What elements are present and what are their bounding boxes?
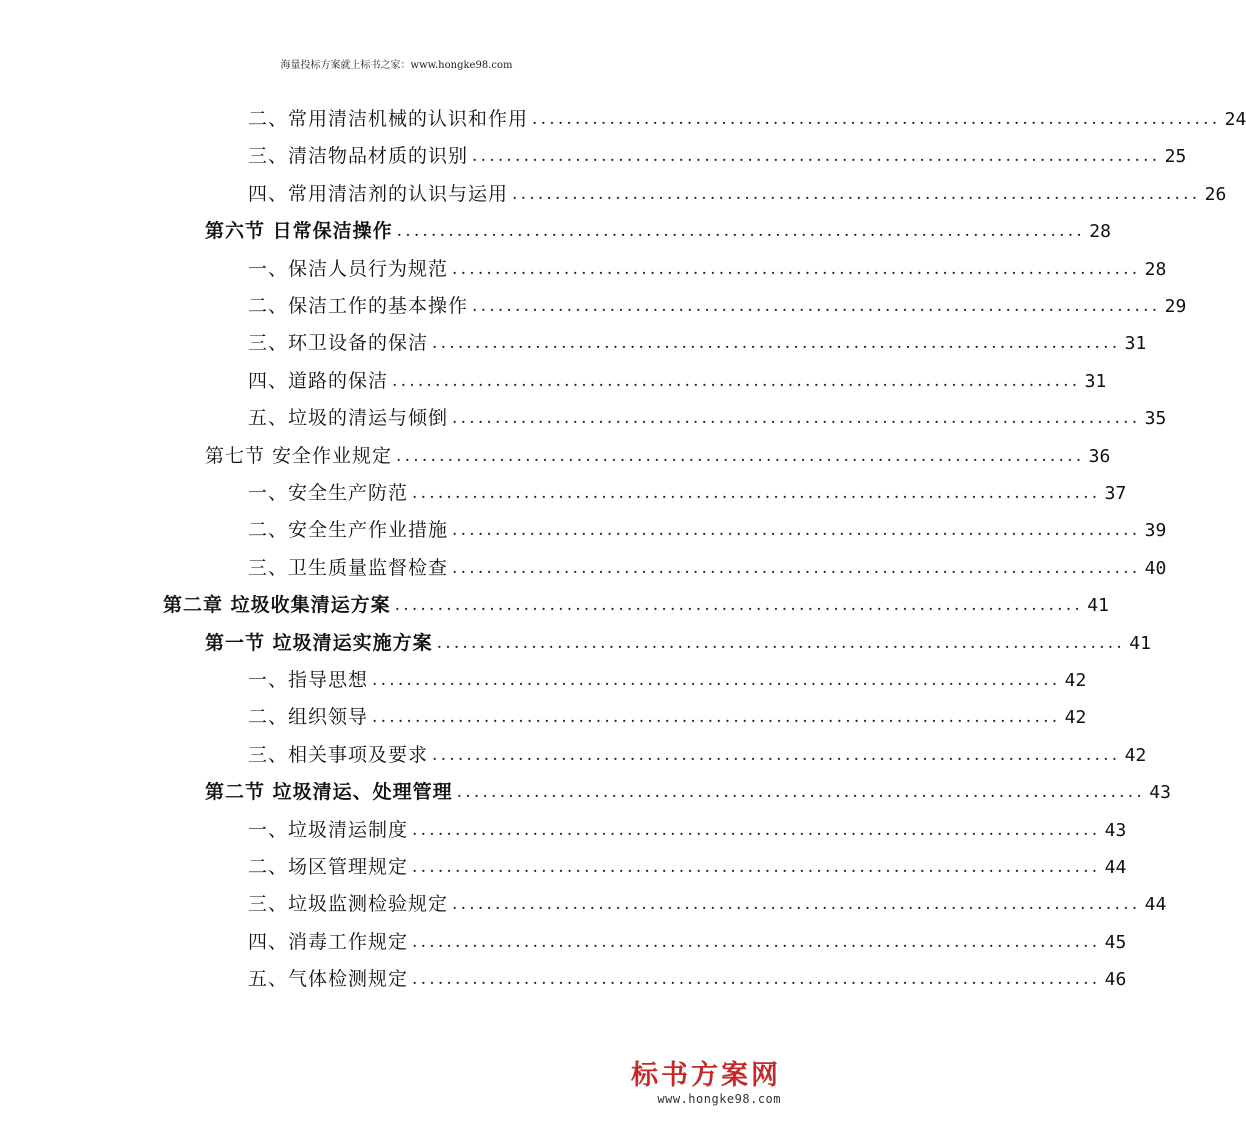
toc-entry[interactable] xyxy=(248,699,1087,736)
toc-entry-title: 第六节 日常保洁操作 xyxy=(205,220,393,243)
toc-entry-title: 二、组织领导 xyxy=(248,706,369,729)
toc-entry-page-number: 31 xyxy=(1084,370,1107,392)
toc-leader-dots: ................................................................................ xyxy=(472,296,1161,316)
toc-entry-title: 五、垃圾的清运与倾倒 xyxy=(248,407,449,430)
toc-leader-dots: ................................................................................ xyxy=(452,520,1141,541)
toc-leader-dots: ................................................................................ xyxy=(412,483,1101,503)
toc-entry-title: 四、消毒工作规定 xyxy=(248,930,409,953)
toc-entry-title: 第二章 垃圾收集清运方案 xyxy=(163,594,391,617)
toc-leader-dots: ................................................................................ xyxy=(472,146,1161,167)
toc-entry-title: 二、场区管理规定 xyxy=(248,856,409,878)
toc-entry-page-number: 43 xyxy=(1104,819,1127,841)
toc-leader-dots: ................................................................................ xyxy=(412,819,1101,840)
toc-entry-page-number: 42 xyxy=(1064,707,1087,729)
toc-entry-page-number: 28 xyxy=(1144,258,1167,280)
toc-entry-title: 一、指导思想 xyxy=(248,669,369,691)
watermark-logo xyxy=(631,1060,781,1106)
toc-leader-dots: ................................................................................ xyxy=(512,183,1201,204)
toc-entry-page-number: 41 xyxy=(1087,595,1109,617)
toc-leader-dots: ................................................................................ xyxy=(452,258,1141,279)
toc-entry[interactable] xyxy=(248,662,1087,699)
toc-entry-page-number: 45 xyxy=(1104,931,1127,953)
toc-leader-dots: ................................................................................ xyxy=(456,782,1145,803)
toc-entry-page-number: 35 xyxy=(1144,408,1167,430)
toc-entry[interactable] xyxy=(205,213,1111,250)
toc-entry[interactable] xyxy=(248,961,1127,998)
toc-entry[interactable] xyxy=(248,924,1127,961)
toc-entry-page-number: 36 xyxy=(1088,445,1111,467)
toc-leader-dots: ................................................................................ xyxy=(436,632,1125,653)
toc-entry-page-number: 25 xyxy=(1164,146,1187,168)
toc-entry-page-number: 29 xyxy=(1164,296,1187,317)
toc-leader-dots: ................................................................................ xyxy=(452,408,1141,429)
toc-leader-dots: ................................................................................ xyxy=(532,109,1221,129)
toc-entry[interactable] xyxy=(248,512,1167,549)
toc-leader-dots: ................................................................................ xyxy=(412,931,1101,952)
toc-entry[interactable] xyxy=(248,288,1187,325)
toc-entry-title: 一、保洁人员行为规范 xyxy=(248,257,449,280)
toc-entry[interactable] xyxy=(248,101,1246,138)
toc-leader-dots: ................................................................................ xyxy=(394,595,1083,616)
toc-entry-page-number: 40 xyxy=(1144,557,1167,579)
page-header: 海量投标方案就上标书之家：www.hongke98.com xyxy=(280,60,513,71)
toc-entry[interactable] xyxy=(248,363,1107,400)
toc-entry[interactable] xyxy=(248,251,1167,288)
toc-leader-dots: ................................................................................ xyxy=(432,744,1121,765)
toc-entry[interactable] xyxy=(248,886,1167,923)
toc-entry-page-number: 43 xyxy=(1149,782,1171,804)
toc-entry-page-number: 37 xyxy=(1104,483,1127,504)
toc-entry-page-number: 31 xyxy=(1124,333,1147,355)
toc-entry[interactable] xyxy=(205,625,1151,662)
toc-entry-page-number: 42 xyxy=(1124,744,1147,766)
toc-entry-page-number: 24 xyxy=(1224,109,1246,130)
toc-leader-dots: ................................................................................ xyxy=(432,333,1121,354)
toc-entry-page-number: 46 xyxy=(1104,969,1127,991)
toc-entry-title: 三、环卫设备的保洁 xyxy=(248,332,429,355)
toc-entry-page-number: 41 xyxy=(1129,632,1151,654)
toc-entry-title: 第二节 垃圾清运、处理管理 xyxy=(205,781,453,804)
toc-entry-title: 三、相关事项及要求 xyxy=(248,743,429,766)
toc-leader-dots: ................................................................................ xyxy=(412,857,1101,877)
toc-leader-dots: ................................................................................ xyxy=(396,221,1085,242)
toc-entry-title: 第七节 安全作业规定 xyxy=(205,444,393,467)
toc-entry-title: 五、气体检测规定 xyxy=(248,968,409,991)
toc-entry-title: 第一节 垃圾清运实施方案 xyxy=(205,631,433,654)
toc-entry[interactable] xyxy=(248,325,1147,362)
toc-leader-dots: ................................................................................ xyxy=(372,707,1061,728)
toc-entry-page-number: 26 xyxy=(1204,183,1227,205)
toc-entry-title: 三、清洁物品材质的识别 xyxy=(248,145,469,168)
toc-entry[interactable] xyxy=(248,812,1127,849)
toc-entry-page-number: 39 xyxy=(1144,520,1167,542)
toc-entry[interactable] xyxy=(248,400,1167,437)
toc-entry-page-number: 42 xyxy=(1064,670,1087,691)
toc-entry-title: 一、垃圾清运制度 xyxy=(248,818,409,841)
toc-entry-title: 四、常用清洁剂的认识与运用 xyxy=(248,182,509,205)
toc-leader-dots: ................................................................................ xyxy=(452,557,1141,578)
toc-leader-dots: ................................................................................ xyxy=(396,445,1085,466)
toc-entry[interactable] xyxy=(248,737,1147,774)
toc-leader-dots: ................................................................................ xyxy=(412,969,1101,990)
toc-entry[interactable] xyxy=(163,587,1109,624)
toc-entry[interactable] xyxy=(205,438,1111,475)
toc-entry-title: 三、卫生质量监督检查 xyxy=(248,556,449,579)
toc-leader-dots: ................................................................................ xyxy=(392,370,1081,391)
toc-entry[interactable] xyxy=(248,849,1127,886)
toc-entry[interactable] xyxy=(248,138,1187,175)
toc-entry-page-number: 28 xyxy=(1089,221,1111,243)
watermark-url: www.hongke98.com xyxy=(657,1092,781,1106)
toc-entry-title: 二、安全生产作业措施 xyxy=(248,519,449,542)
toc-entry[interactable] xyxy=(205,774,1171,811)
toc-entry[interactable] xyxy=(248,176,1227,213)
toc-leader-dots: ................................................................................ xyxy=(372,670,1061,690)
toc-entry-title: 三、垃圾监测检验规定 xyxy=(248,893,449,916)
toc-entry-page-number: 44 xyxy=(1144,894,1167,916)
watermark-logo-text: 标书方案网 xyxy=(631,1060,781,1091)
toc-leader-dots: ................................................................................ xyxy=(452,894,1141,915)
toc-entry-title: 二、保洁工作的基本操作 xyxy=(248,295,469,317)
toc-entry-page-number: 44 xyxy=(1104,857,1127,878)
toc-entry-title: 一、安全生产防范 xyxy=(248,482,409,504)
toc-entry-title: 四、道路的保洁 xyxy=(248,369,389,392)
toc-entry-title: 二、常用清洁机械的认识和作用 xyxy=(248,108,529,130)
toc-entry[interactable] xyxy=(248,475,1127,512)
toc-entry[interactable] xyxy=(248,550,1167,587)
